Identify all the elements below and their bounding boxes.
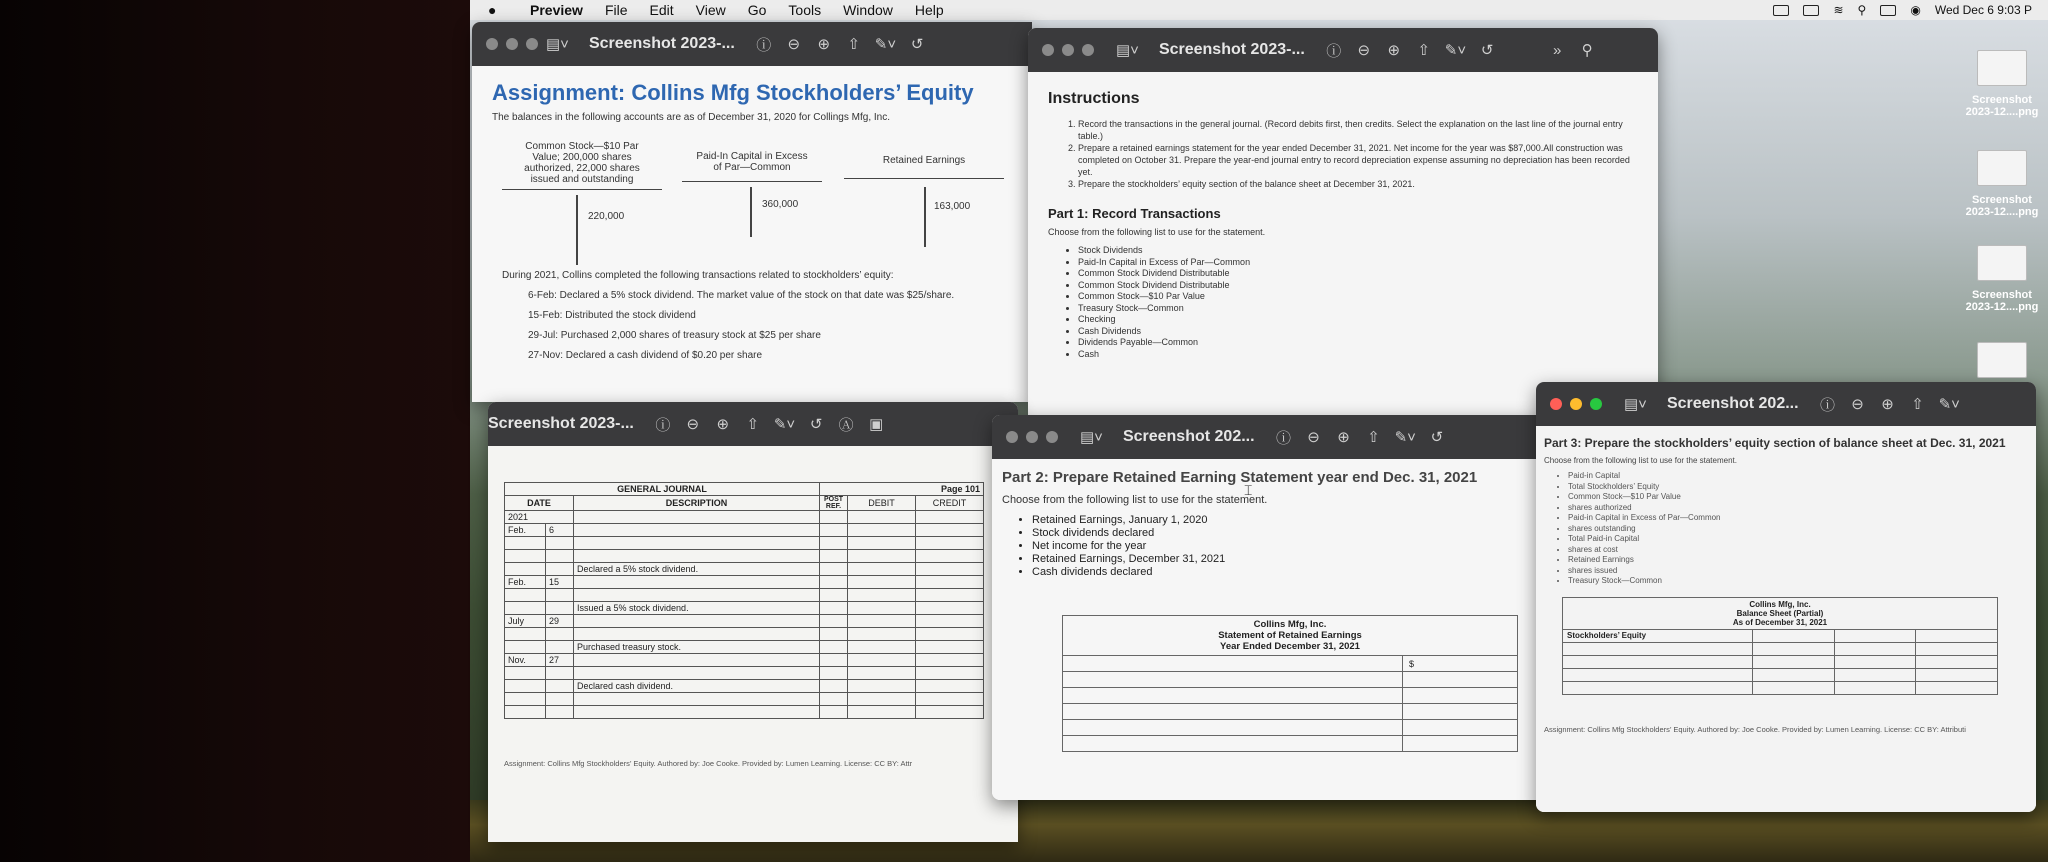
markup-icon[interactable]: ✎˅ (1938, 396, 1960, 413)
list-item: • Common Stock—$10 Par Value (1568, 492, 2028, 503)
sidebar-icon[interactable]: ▤˅ (1080, 429, 1103, 446)
list-item: • Paid-In Capital in Excess of Par—Common (1078, 257, 1638, 269)
statement-caption (1063, 616, 1518, 656)
month-cell: Feb. (505, 576, 546, 589)
share-icon[interactable]: ⇧ (1417, 42, 1431, 59)
debit-cell[interactable] (848, 654, 916, 667)
t-accounts (492, 141, 1012, 261)
list-item: • Retained Earnings, January 1, 2020 (1032, 514, 1542, 527)
statement-line[interactable] (1063, 704, 1403, 720)
list-item: • Cash Dividends (1078, 326, 1638, 338)
credit-cell[interactable] (916, 654, 984, 667)
entry-explanation: Declared a 5% stock dividend. (574, 563, 820, 576)
file-thumbnail (1977, 150, 2027, 186)
menu-help[interactable]: Help (914, 2, 944, 18)
balance-sheet-table (1562, 597, 1998, 695)
entry-explanation: Purchased treasury stock. (574, 641, 820, 654)
transaction-item: 27-Nov: Declared a cash dividend of $0.20 per share (528, 350, 763, 361)
zoom-out-icon[interactable]: ⊖ (1357, 42, 1371, 59)
list-item: • Checking (1078, 314, 1638, 326)
transaction-item: 6-Feb: Declared a 5% stock dividend. The market value of the stock on that date was $25/share. (528, 290, 955, 301)
share-icon[interactable]: ⇧ (1911, 396, 1924, 413)
col-credit: CREDIT (916, 496, 984, 511)
list-item: • shares issued (1568, 566, 2028, 577)
day-cell: 15 (546, 576, 574, 589)
window-title: Screenshot 2023-... (488, 415, 634, 432)
amount-cell[interactable] (1753, 655, 1835, 668)
year-cell: 2021 (505, 511, 574, 524)
instruction-item: 2. Prepare a retained earnings statement for the year ended December 31, 2021. Net income for the year was $87,000.All construction was completed on October 31. Prepare the year-end journal entry to record depreciation expense assuming no depreciation has been recorded yet. (1078, 142, 1638, 178)
title-bar (1536, 382, 2036, 426)
list-item: • Cash dividends declared (1032, 566, 1542, 579)
t-account-balance: 163,000 (934, 201, 971, 212)
menu-window[interactable]: Window (843, 2, 893, 18)
t-account-balance: 360,000 (762, 199, 799, 210)
amount-cell[interactable] (1834, 681, 1916, 694)
zoom-button[interactable] (1082, 44, 1094, 56)
title-bar (1028, 28, 1658, 72)
window-title: Screenshot 202... (1122, 428, 1255, 445)
amount-cell[interactable] (1834, 642, 1916, 655)
part1-account-list (1078, 245, 1638, 360)
list-item: • Total Paid-in Capital (1568, 534, 2028, 545)
t-account-balance: 220,000 (588, 211, 625, 222)
amount-cell[interactable] (1916, 629, 1998, 642)
list-item: • Retained Earnings, December 31, 2021 (1032, 553, 1542, 566)
credit-cell[interactable] (916, 576, 984, 589)
sidebar-icon[interactable]: ▤˅ (1624, 396, 1647, 413)
t-account-paid-in-capital (682, 151, 822, 210)
list-item: • Treasury Stock—Common (1568, 576, 2028, 587)
part2-list (1032, 514, 1542, 579)
part1-heading: Part 1: Record Transactions (1048, 206, 1221, 221)
file-label: Screenshot 2023-12....png (1965, 194, 2039, 218)
sidebar-icon[interactable]: ▤˅ (1116, 42, 1139, 59)
t-account-label: Retained Earnings (882, 155, 966, 166)
preview-window-part2 (992, 415, 1552, 800)
journal-title: GENERAL JOURNAL (505, 483, 820, 496)
line-cell[interactable] (1563, 668, 1753, 681)
rotate-icon[interactable]: ↺ (1430, 429, 1444, 446)
zoom-out-icon[interactable]: ⊖ (787, 36, 801, 53)
instructions-heading: Instructions (1048, 90, 1140, 107)
t-account-common-stock (502, 141, 662, 222)
preview-window-part3 (1536, 382, 2036, 812)
list-item: • Retained Earnings (1568, 555, 2028, 566)
zoom-in-icon[interactable]: ⊕ (817, 36, 831, 53)
menu-file[interactable]: File (604, 2, 628, 18)
info-icon[interactable]: ⓘ (756, 36, 772, 54)
amount-cell[interactable] (1403, 704, 1518, 720)
amount-cell[interactable] (1753, 642, 1835, 655)
t-account-label: Paid-In Capital in Excess of Par—Common (696, 151, 808, 173)
t-account-retained-earnings (844, 151, 1004, 212)
list-item: • Net income for the year (1032, 540, 1542, 553)
t-account-line (682, 181, 822, 182)
markup-icon[interactable]: ✎˅ (773, 416, 796, 433)
attribution-footer: Assignment: Collins Mfg Stockholders’ Equity. Authored by: Joe Cooke. Provided by: Lumen Learning. License: CC BY: Attributi (1544, 724, 1966, 734)
zoom-out-icon[interactable]: ⊖ (1307, 429, 1320, 446)
list-item: • shares authorized (1568, 503, 2028, 514)
desktop-file-3[interactable] (1962, 245, 2042, 313)
amount-cell[interactable] (1916, 642, 1998, 655)
amount-cell[interactable] (1403, 736, 1518, 752)
display-icon[interactable] (1773, 5, 1789, 16)
annotate-icon[interactable]: Ⓐ (838, 416, 854, 434)
menu-clock[interactable]: Wed Dec 6 9:03 P (1934, 3, 2032, 17)
markup-icon[interactable]: ✎˅ (1394, 429, 1416, 446)
amount-cell[interactable] (1916, 668, 1998, 681)
section-label: Stockholders’ Equity (1563, 629, 1753, 642)
markup-icon[interactable]: ✎˅ (1444, 42, 1467, 59)
debit-cell[interactable] (848, 615, 916, 628)
instruction-item: 1. Record the transactions in the general journal. (Record debits first, then credits. Select the explanation on the last line of the journal entry table.) (1078, 118, 1638, 142)
zoom-in-icon[interactable]: ⊕ (1881, 396, 1894, 413)
amount-cell[interactable]: $ (1403, 656, 1518, 672)
transaction-list (492, 270, 1012, 361)
line-cell[interactable] (1563, 655, 1753, 668)
zoom-button[interactable] (1046, 431, 1058, 443)
form-icon[interactable]: ▣ (869, 416, 884, 433)
apple-icon[interactable]: ● (488, 2, 497, 18)
list-item: • Treasury Stock—Common (1078, 303, 1638, 315)
control-center-icon[interactable] (1880, 5, 1896, 16)
instructions-list (1078, 118, 1638, 190)
amount-cell[interactable] (1753, 629, 1835, 642)
instruction-item: 3. Prepare the stockholders’ equity section of the balance sheet at December 31, 2021. (1078, 178, 1638, 190)
desktop-file-1[interactable] (1962, 50, 2042, 118)
amount-cell[interactable] (1834, 629, 1916, 642)
minimize-button[interactable] (1026, 431, 1038, 443)
t-account-divider (750, 187, 752, 237)
general-journal-table (504, 482, 984, 719)
menu-view[interactable]: View (695, 2, 726, 18)
list-item: • Cash (1078, 349, 1638, 361)
amount-cell[interactable] (1403, 688, 1518, 704)
document-page (1028, 72, 1658, 423)
zoom-out-icon[interactable]: ⊖ (686, 416, 700, 433)
menu-go[interactable]: Go (747, 2, 767, 18)
t-account-line (502, 189, 662, 190)
zoom-button[interactable] (1590, 398, 1602, 410)
rotate-icon[interactable]: ↺ (809, 416, 823, 433)
line-cell[interactable] (1563, 681, 1753, 694)
menu-tools[interactable]: Tools (788, 2, 822, 18)
share-icon[interactable]: ⇧ (847, 36, 861, 53)
t-account-line (844, 178, 1004, 179)
more-icon[interactable]: » (1552, 41, 1562, 59)
document-page (1536, 426, 2036, 812)
menu-app-name[interactable]: Preview (530, 2, 583, 18)
window-title: Screenshot 2023-... (1158, 41, 1305, 58)
desktop-file-2[interactable] (1962, 150, 2042, 218)
info-icon[interactable]: ⓘ (1276, 429, 1292, 447)
share-icon[interactable]: ⇧ (1367, 429, 1380, 446)
col-debit: DEBIT (848, 496, 916, 511)
preview-window-journal (488, 402, 1018, 842)
during-text: During 2021, Collins completed the following transactions related to stockholders’ equity: (502, 270, 894, 281)
markup-icon[interactable]: ✎˅ (874, 36, 897, 53)
t-account-divider (924, 187, 926, 247)
part3-heading: Part 3: Prepare the stockholders’ equity section of balance sheet at Dec. 31, 2021 (1544, 436, 2006, 450)
zoom-button[interactable] (526, 38, 538, 50)
amount-cell[interactable] (1834, 668, 1916, 681)
list-item: • Stock Dividends (1078, 245, 1638, 257)
list-item: • Paid-in Capital (1568, 471, 2028, 482)
text-cursor: ⌶ (1244, 482, 1253, 498)
amount-cell[interactable] (1753, 681, 1835, 694)
list-item: • Dividends Payable—Common (1078, 337, 1638, 349)
list-item: • shares outstanding (1568, 524, 2028, 535)
statement-line[interactable] (1063, 656, 1403, 672)
balance-sheet-caption (1563, 597, 1998, 629)
menu-edit[interactable]: Edit (649, 2, 674, 18)
line-cell[interactable] (1563, 642, 1753, 655)
month-cell: Feb. (505, 524, 546, 537)
amount-cell[interactable] (1753, 668, 1835, 681)
preview-window-assignment (472, 22, 1032, 402)
close-button[interactable] (1006, 431, 1018, 443)
attribution-footer: Assignment: Collins Mfg Stockholders’ Equity. Authored by: Joe Cooke. Provided by: Lumen Learning. License: CC BY: Attr (504, 759, 913, 768)
file-thumbnail (1977, 245, 2027, 281)
statement-title: Balance Sheet (Partial) (1736, 608, 1824, 618)
part3-list (1568, 471, 2028, 587)
journal-page: Page 101 (820, 483, 984, 496)
minimize-button[interactable] (1570, 398, 1582, 410)
file-label: Screenshot 2023-12....png (1965, 289, 2039, 313)
table-row (505, 576, 984, 589)
info-icon[interactable]: ⓘ (1820, 396, 1836, 414)
assignment-heading: Assignment: Collins Mfg Stockholders’ Equity (492, 80, 974, 105)
transaction-item: 15-Feb: Distributed the stock dividend (528, 310, 696, 321)
info-icon[interactable]: ⓘ (655, 416, 671, 434)
siri-icon[interactable]: ◉ (1910, 3, 1921, 17)
search-icon[interactable]: ⚲ (1857, 3, 1867, 17)
document-page (488, 446, 1018, 842)
share-icon[interactable]: ⇧ (746, 416, 760, 433)
amount-cell[interactable] (1834, 655, 1916, 668)
statement-line[interactable] (1063, 736, 1403, 752)
transaction-item: 29-Jul: Purchased 2,000 shares of treasury stock at $25 per share (528, 330, 821, 341)
col-date: DATE (505, 496, 574, 511)
list-item: • Stock dividends declared (1032, 527, 1542, 540)
file-label: Screenshot 2023-12....png (1965, 94, 2039, 118)
company-name: Collins Mfg, Inc. (1253, 619, 1327, 630)
minimize-button[interactable] (506, 38, 518, 50)
intro-text: The balances in the following accounts are as of December 31, 2020 for Collings Mfg, Inc. (492, 112, 890, 123)
close-button[interactable] (1550, 398, 1562, 410)
zoom-in-icon[interactable]: ⊕ (716, 416, 730, 433)
part2-intro: Choose from the following list to use for the statement. (1002, 494, 1268, 506)
file-thumbnail (1977, 50, 2027, 86)
title-bar (488, 402, 1018, 446)
window-title: Screenshot 2023-... (588, 35, 735, 52)
t-account-label: Common Stock—$10 Par Value; 200,000 shares authorized, 22,000 shares issued and outstanding (524, 141, 640, 185)
menu-bar (470, 0, 2048, 20)
day-cell: 27 (546, 654, 574, 667)
screen-bezel (0, 0, 470, 862)
list-item: • shares at cost (1568, 545, 2028, 556)
close-button[interactable] (1042, 44, 1054, 56)
table-row (505, 615, 984, 628)
entry-explanation: Declared cash dividend. (574, 680, 820, 693)
credit-cell[interactable] (916, 615, 984, 628)
part2-heading: Part 2: Prepare Retained Earning Statement year end Dec. 31, 2021 (1002, 469, 1478, 486)
statement-line[interactable] (1063, 688, 1403, 704)
t-account-divider (576, 195, 578, 265)
statement-line[interactable] (1063, 672, 1403, 688)
rotate-icon[interactable]: ↺ (1480, 42, 1494, 59)
debit-cell[interactable] (848, 524, 916, 537)
window-title: Screenshot 202... (1666, 395, 1799, 412)
zoom-in-icon[interactable]: ⊕ (1387, 42, 1401, 59)
statement-title: Statement of Retained Earnings (1218, 630, 1362, 641)
minimize-button[interactable] (1062, 44, 1074, 56)
credit-cell[interactable] (916, 524, 984, 537)
table-row (505, 654, 984, 667)
rotate-icon[interactable]: ↺ (910, 36, 924, 53)
statement-period: Year Ended December 31, 2021 (1220, 641, 1360, 652)
list-item: • Total Stockholders’ Equity (1568, 482, 2028, 493)
table-row (505, 524, 984, 537)
list-item: • Common Stock Dividend Distributable (1078, 280, 1638, 292)
battery-icon[interactable] (1803, 5, 1819, 16)
statement-date: As of December 31, 2021 (1732, 617, 1828, 627)
document-page (472, 66, 1032, 402)
debit-cell[interactable] (848, 576, 916, 589)
title-bar (992, 415, 1552, 459)
company-name: Collins Mfg, Inc. (1749, 599, 1811, 609)
entry-explanation: Issued a 5% stock dividend. (574, 602, 820, 615)
statement-line[interactable] (1063, 720, 1403, 736)
list-item: • Paid-in Capital in Excess of Par—Common (1568, 513, 2028, 524)
col-post-ref: POST REF. (820, 496, 848, 511)
day-cell: 6 (546, 524, 574, 537)
list-item: • Common Stock—$10 Par Value (1078, 291, 1638, 303)
sidebar-icon[interactable]: ▤˅ (546, 36, 569, 53)
amount-cell[interactable] (1916, 655, 1998, 668)
preview-window-instructions (1028, 28, 1658, 423)
month-cell: July (505, 615, 546, 628)
retained-earnings-statement (1062, 615, 1518, 752)
title-bar (472, 22, 1032, 66)
amount-cell[interactable] (1403, 672, 1518, 688)
info-icon[interactable]: ⓘ (1326, 42, 1342, 60)
wifi-icon[interactable]: ≋ (1833, 3, 1844, 17)
file-thumbnail (1977, 342, 2027, 378)
amount-cell[interactable] (1916, 681, 1998, 694)
part1-intro: Choose from the following list to use for the statement. (1048, 227, 1266, 237)
amount-cell[interactable] (1403, 720, 1518, 736)
zoom-in-icon[interactable]: ⊕ (1337, 429, 1350, 446)
close-button[interactable] (486, 38, 498, 50)
list-item: • Common Stock Dividend Distributable (1078, 268, 1638, 280)
search-icon[interactable]: ⚲ (1581, 42, 1593, 59)
zoom-out-icon[interactable]: ⊖ (1851, 396, 1864, 413)
day-cell: 29 (546, 615, 574, 628)
desktop-file-4[interactable] (1962, 342, 2042, 386)
col-description: DESCRIPTION (574, 496, 820, 511)
part3-intro: Choose from the following list to use for the statement. (1544, 456, 1737, 465)
document-page (992, 459, 1552, 800)
month-cell: Nov. (505, 654, 546, 667)
